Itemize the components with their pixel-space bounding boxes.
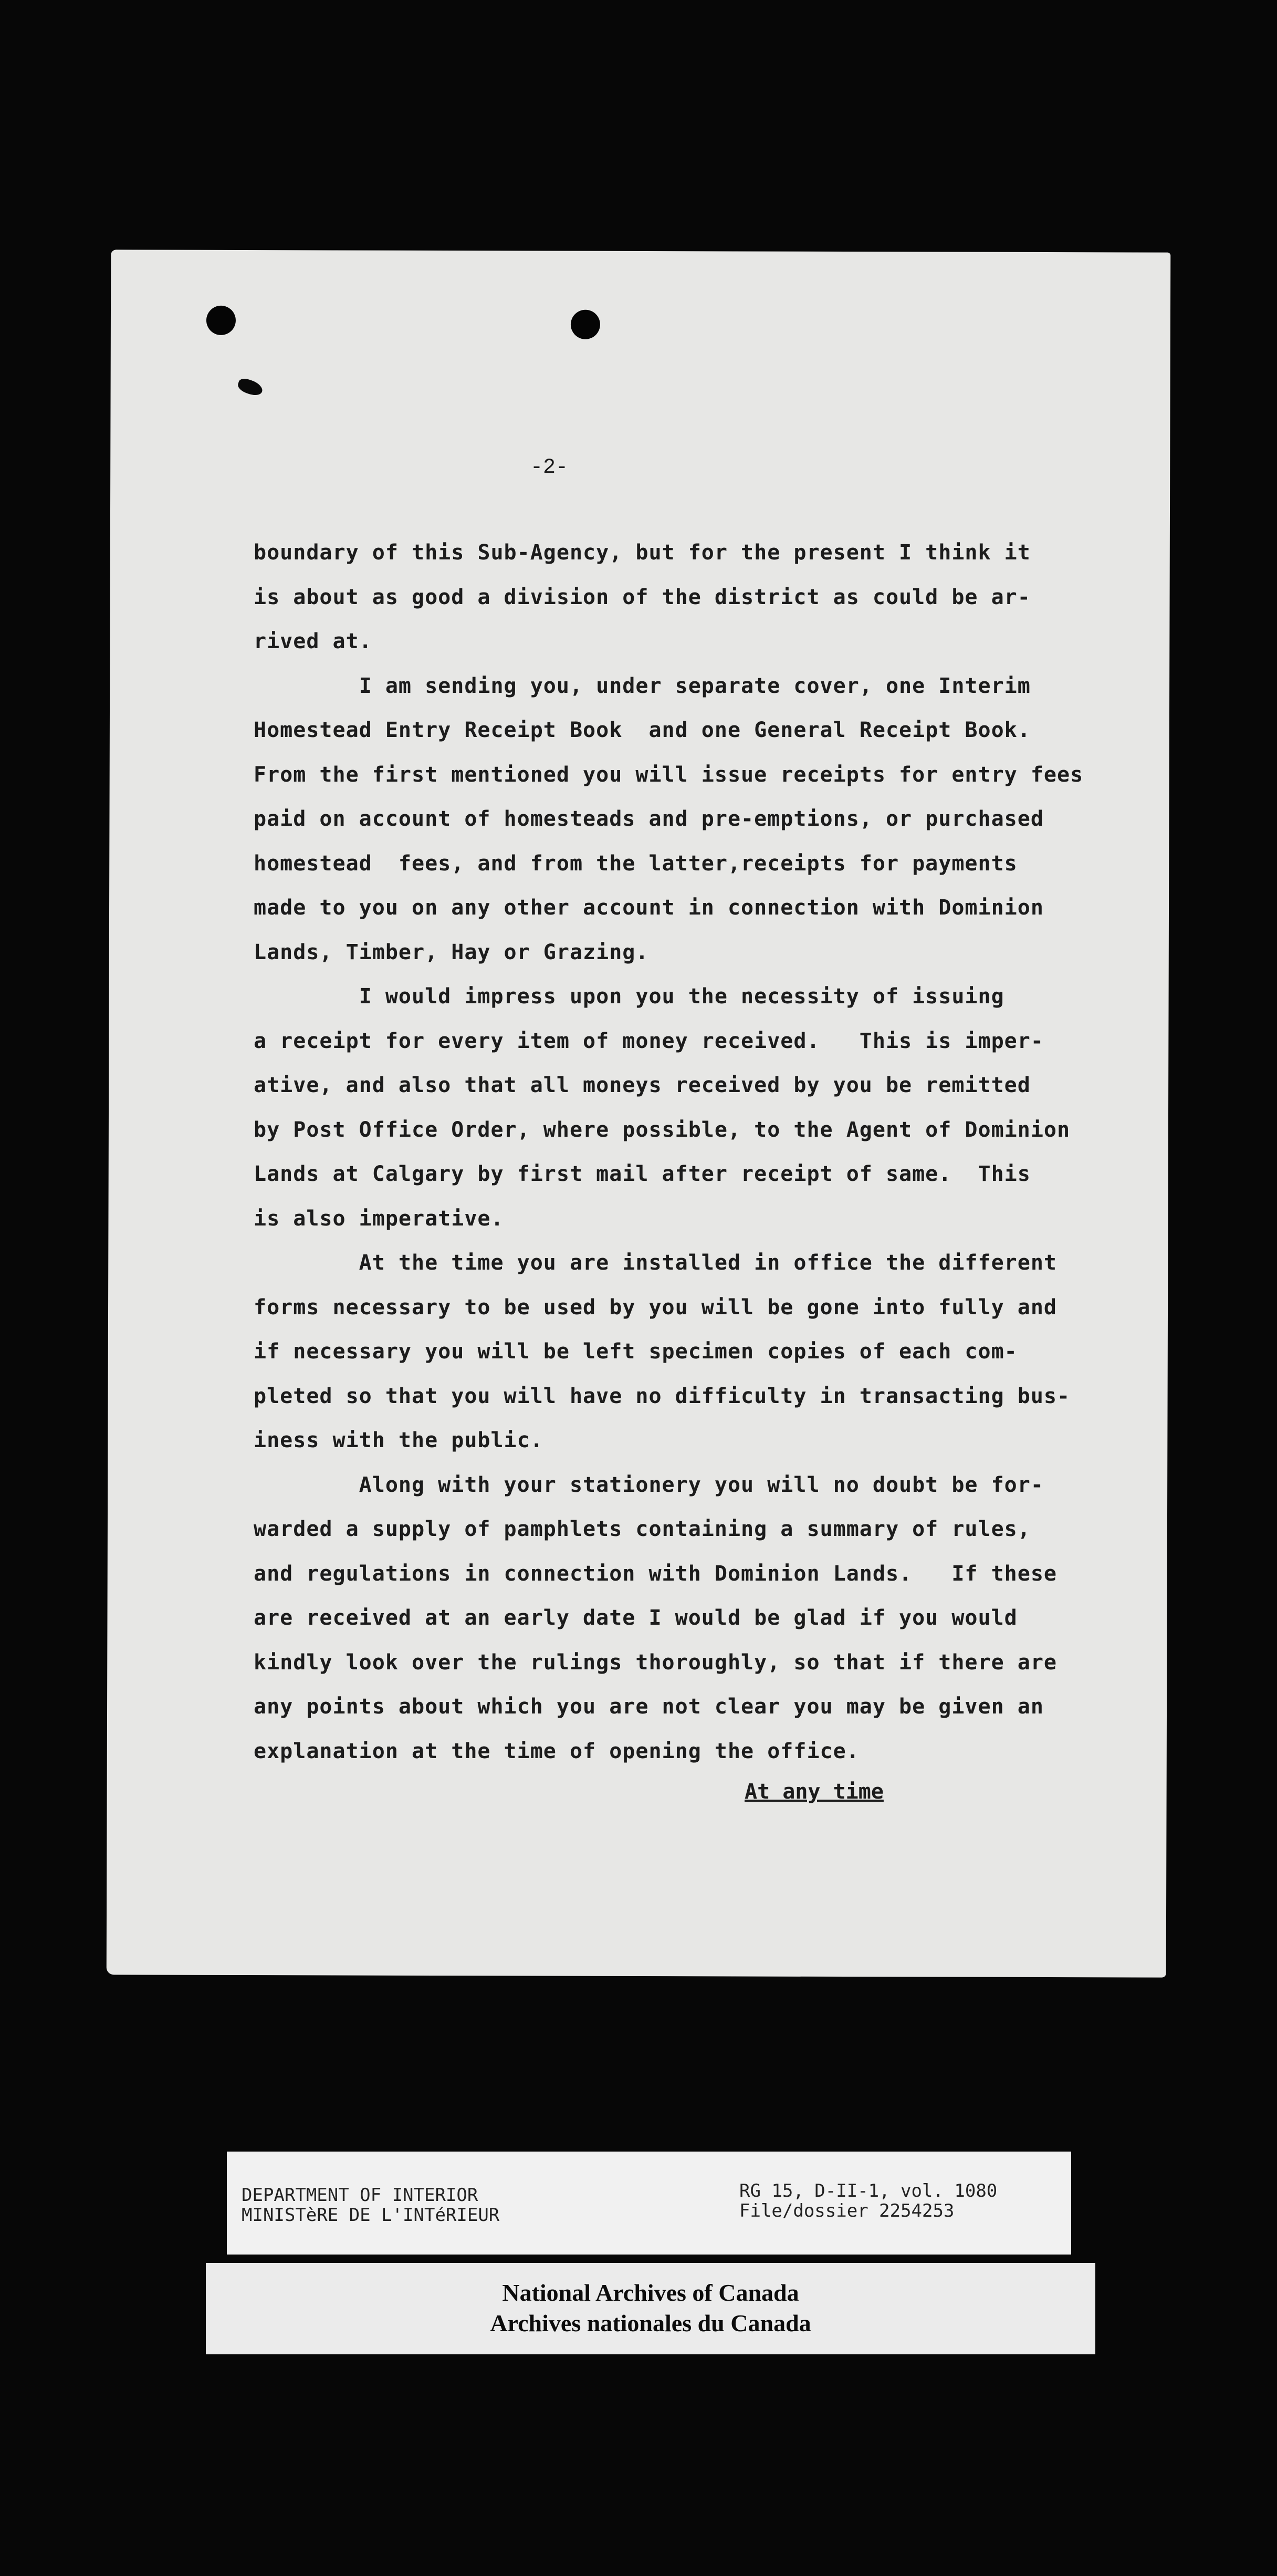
body-line: pleted so that you will have no difficulty in transacting bus-	[254, 1384, 1071, 1408]
page-number: -2-	[530, 456, 569, 480]
department-en: DEPARTMENT OF INTERIOR	[242, 2185, 478, 2206]
body-line: From the first mentioned you will issue receipts for entry fees	[254, 762, 1084, 787]
body-line: Lands at Calgary by first mail after receipt of same. This	[254, 1162, 1031, 1186]
body-line: made to you on any other account in connection with Dominion	[254, 896, 1044, 920]
department-label	[242, 2185, 499, 2225]
body-line: iness with the public.	[254, 1428, 543, 1452]
body-line: I would impress upon you the necessity of issuing	[254, 984, 1004, 1009]
body-line: forms necessary to be used by you will be gone into fully and	[254, 1295, 1058, 1320]
body-line: Along with your stationery you will no doubt be for-	[254, 1472, 1044, 1497]
body-line: by Post Office Order, where possible, to the Agent of Dominion	[254, 1117, 1071, 1142]
body-line: are received at an early date I would be glad if you would	[254, 1606, 1018, 1630]
reference-card	[227, 2152, 1071, 2255]
body-line: boundary of this Sub-Agency, but for the present I think it	[254, 541, 1031, 565]
body-line: and regulations in connection with Dominion Lands. If these	[254, 1561, 1058, 1586]
punch-hole-right	[571, 310, 600, 339]
letter-body	[254, 531, 1099, 1773]
archive-name-en: National Archives of Canada	[502, 2279, 799, 2306]
file-number: File/dossier 2254253	[739, 2200, 955, 2221]
body-line: if necessary you will be left specimen copies of each com-	[254, 1339, 1018, 1364]
punch-hole-left	[206, 306, 236, 335]
file-reference	[739, 2181, 997, 2221]
body-line: kindly look over the rulings thoroughly, so that if there are	[254, 1650, 1058, 1675]
department-fr: MINISTèRE DE L'INTéRIEUR	[242, 2205, 500, 2226]
body-line: Lands, Timber, Hay or Grazing.	[254, 940, 649, 964]
body-line: I am sending you, under separate cover, one Interim	[254, 673, 1031, 698]
body-line: Homestead Entry Receipt Book and one General Receipt Book.	[254, 718, 1031, 742]
record-group: RG 15, D-II-1, vol. 1080	[739, 2180, 998, 2201]
ink-speck	[236, 377, 265, 398]
body-line: At the time you are installed in office the different	[254, 1251, 1058, 1275]
archive-label	[206, 2263, 1095, 2339]
body-line: homestead fees, and from the latter,receipts for payments	[254, 851, 1018, 876]
body-line: explanation at the time of opening the office.	[254, 1739, 860, 1763]
body-line: is also imperative.	[254, 1206, 504, 1231]
archive-label-card	[206, 2263, 1095, 2354]
body-line: paid on account of homesteads and pre-emptions, or purchased	[254, 807, 1044, 831]
body-line: a receipt for every item of money received. This is imper-	[254, 1029, 1044, 1053]
body-line: any points about which you are not clear you may be given an	[254, 1695, 1044, 1719]
continuation-catchword: At any time	[745, 1780, 884, 1804]
archive-name-fr: Archives nationales du Canada	[490, 2310, 811, 2336]
body-line: warded a supply of pamphlets containing a summary of rules,	[254, 1517, 1031, 1541]
body-line: ative, and also that all moneys received by you be remitted	[254, 1073, 1031, 1097]
body-line: rived at.	[254, 629, 372, 653]
body-line: is about as good a division of the district as could be ar-	[254, 585, 1031, 609]
